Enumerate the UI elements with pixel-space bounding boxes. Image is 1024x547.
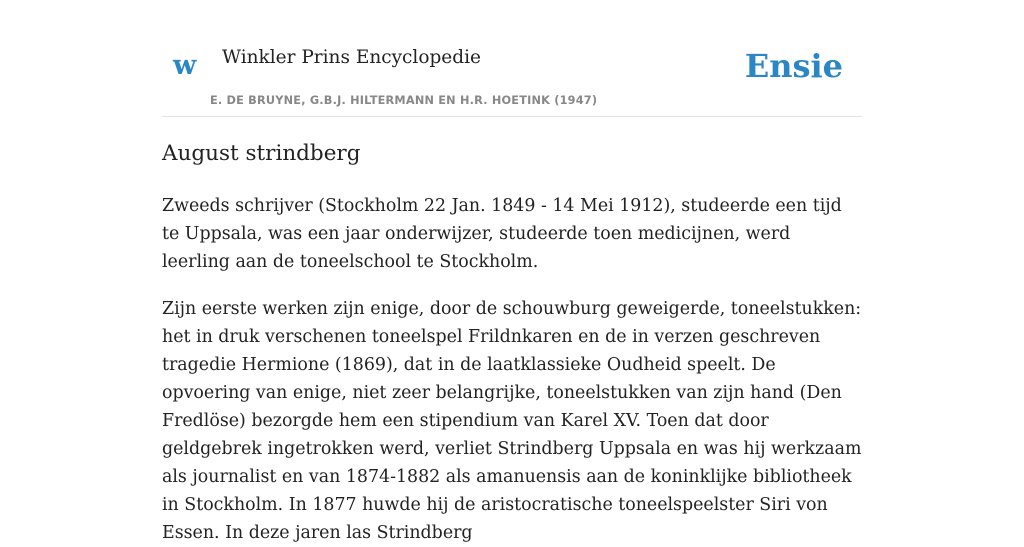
article-title: August strindberg: [162, 141, 361, 166]
winkler-prins-logo[interactable]: w: [173, 50, 197, 81]
ensie-logo[interactable]: Ensie: [744, 47, 843, 85]
article-paragraph: Zweeds schrijver (Stockholm 22 Jan. 1849 - 14 Mei 1912), studeerde een tijd te Uppsala, was een jaar onderwijzer, studeerde toen medicijnen, werd leerling aan de toneelschool te Stockholm.: [162, 196, 842, 272]
article-paragraph: Zijn eerste werken zijn enige, door de schouwburg geweigerde, toneelstukken: het in druk verschenen toneelspel Frildnkaren en de in verzen geschreven tragedie Hermione (1869), dat in de laatklassieke Oudheid speelt. De opvoering van enige, niet zeer belangrijke, toneelstukken van zijn hand (Den Fredlöse) bezorgde hem een stipendium van Karel XV. Toen dat door geldgebrek ingetrokken werd, verliet Strindberg Uppsala en was hij werkzaam als journalist en van 1874-1882 als amanuensis aan de koninklijke bibliotheek in Stockholm. In 1877 huwde hij de aristocratische toneelspeelster Siri von Essen. In deze jaren las Strindberg: [162, 299, 862, 543]
source-authors: E. DE BRUYNE, G.B.J. HILTERMANN EN H.R. HOETINK (1947): [210, 94, 598, 107]
source-title[interactable]: Winkler Prins Encyclopedie: [222, 47, 481, 68]
article: [162, 138, 862, 547]
source-header: [162, 0, 862, 117]
